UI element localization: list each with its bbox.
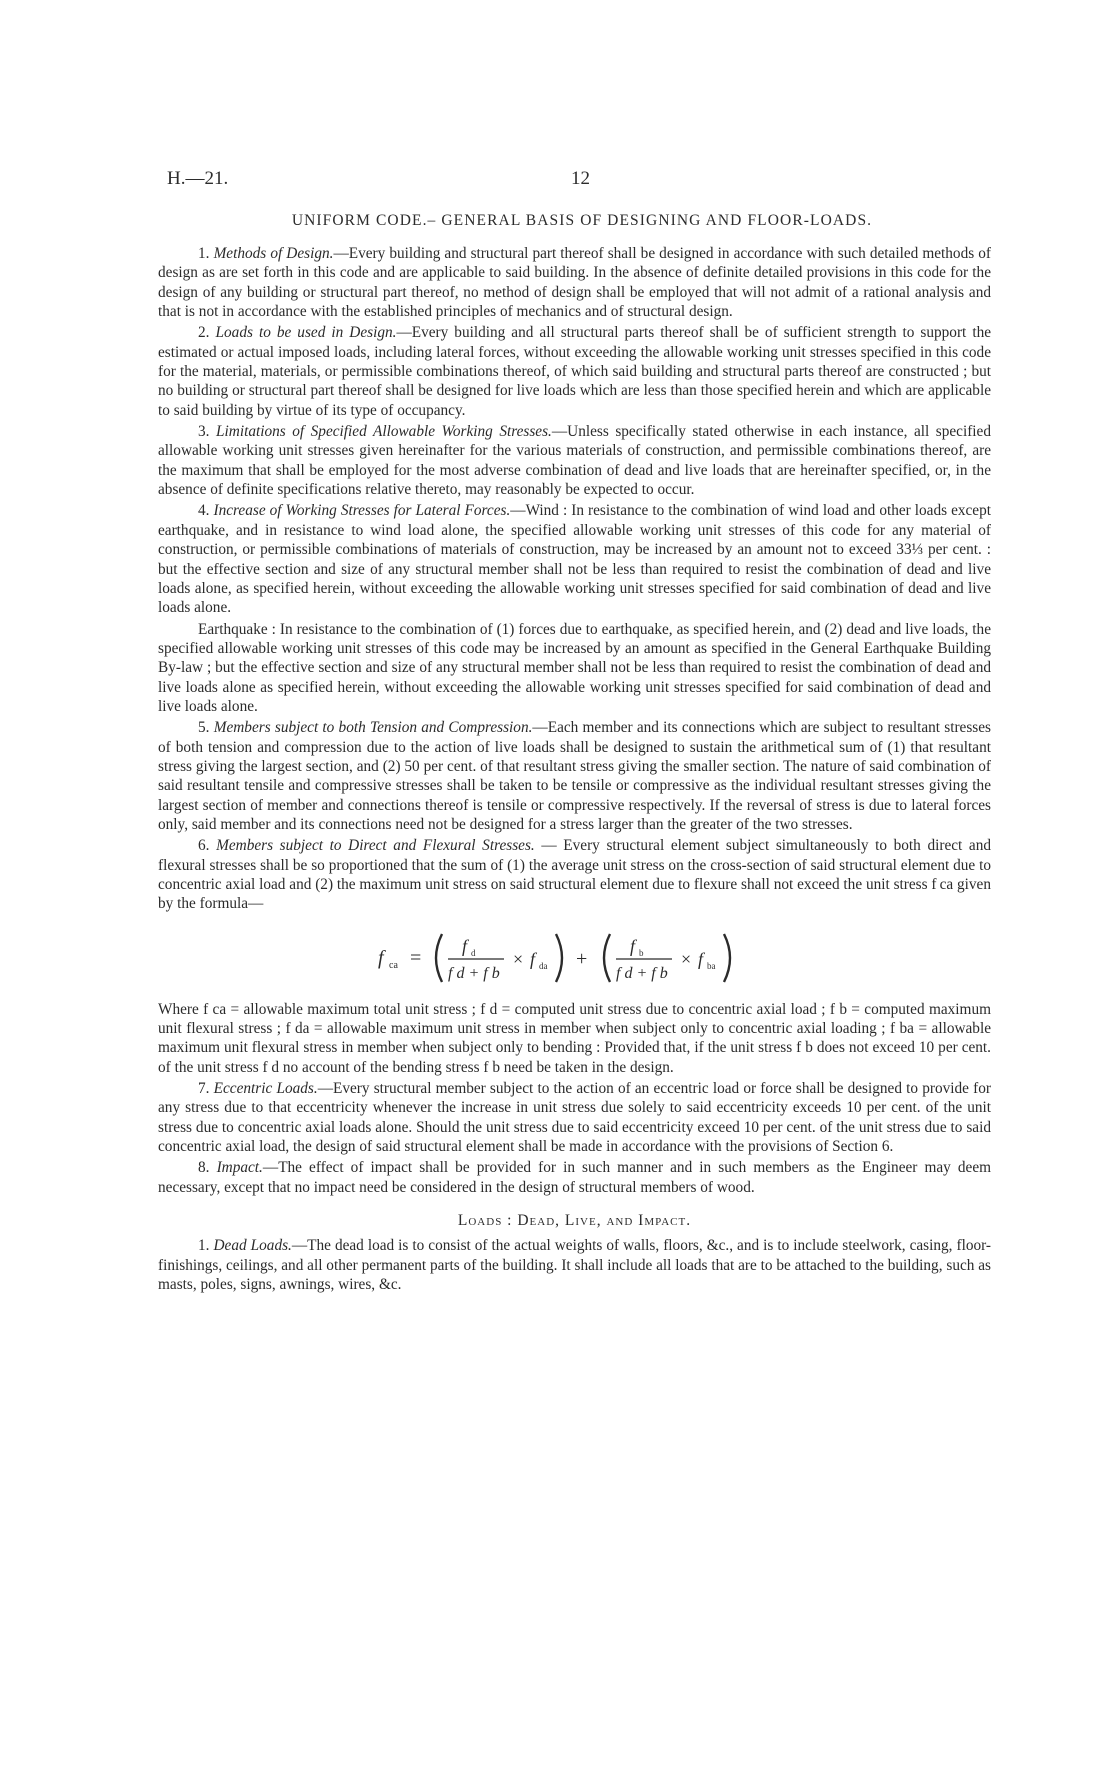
document-body (158, 244, 991, 1297)
section-text: —The effect of impact shall be provided for in such manner and in such members as the Engineer may deem necessary, except that no impact need be considered in the design of structural members of wood. (158, 1159, 992, 1196)
section-text: —Wind : In resistance to the combination of wind load and other loads except earthquake, and in resistance to wind load alone, the specified allowable working unit stresses of this code for any material of construction, or permissible combinations of materials of construction, may be increased by an amount not to exceed 33⅓ per cent. : but the effective section and size of any structural member shall not be less than required to resist the combination of dead and live loads alone, as specified herein, without exceeding the allowable working unit stresses specified for said combination of dead and live loads alone. (158, 502, 991, 617)
section-text: —Every building and structural part thereof shall be designed in accordance with such detailed methods of design as are set forth in this code and are applicable to said building. In the absence of definite detailed provisions in this code for the design of any building or structural part thereof, no method of design shall be employed that will not admit of a rational analysis and that is not in accordance with the established principles of mechanics and of structural design. (158, 245, 992, 321)
formula-t1-num-sub: d (471, 947, 476, 958)
section-heading: Dead Loads. (213, 1237, 292, 1255)
section-number: 5. (198, 719, 210, 737)
section-paragraph (158, 501, 991, 617)
formula-t2-den: f d + f b (616, 964, 668, 982)
formula-plus: + (576, 947, 588, 970)
formula-paren-left (604, 934, 610, 982)
page-header (167, 168, 997, 196)
formula-t1-den: f d + f b (448, 964, 500, 982)
section-number: 3. (198, 423, 210, 441)
section-text: Earthquake : In resistance to the combination of (1) forces due to earthquake, as specified herein, and (2) dead and live loads, the specified allowable working unit stresses of this code may be increased by an amount as specified in the General Earthquake Building By-law ; but the effective section and size of any structural member shall not be less than required to resist the combination of dead and live loads alone as specified herein, without exceeding the allowable working unit stresses specified for said combination of dead and live loads alone. (158, 620, 991, 715)
formula-t1-mul: f (530, 948, 536, 969)
formula-lhs: f (378, 946, 384, 969)
section-heading: Methods of Design. (213, 245, 334, 262)
formula-equals: = (410, 946, 422, 969)
section-paragraph (158, 836, 991, 913)
section-heading: Loads to be used in Design. (215, 324, 397, 342)
loads-subtitle: Loads : Dead, Live, and Impact. (457, 1212, 692, 1230)
section-paragraph (158, 244, 991, 321)
section-paragraph (158, 1158, 991, 1197)
stress-formula (158, 926, 991, 990)
section-heading: Members subject to both Tension and Compression. (213, 719, 533, 737)
section-heading: Eccentric Loads. (213, 1080, 318, 1098)
formula-graphic (378, 926, 798, 990)
section-number: 7. (198, 1080, 210, 1098)
section-text: — Every structural element subject simultaneously to both direct and flexural stresses shall be so proportioned that the sum of (1) the average unit stress on the cross-section of said structural element due to concentric axial load and (2) the maximum unit stress on said structural element due to flexure shall not exceed the unit stress f ca given by the formula— (158, 837, 991, 913)
section-number: 1. (198, 245, 210, 262)
section-paragraph (158, 620, 991, 717)
formula-definitions-text: Where f ca = allowable maximum total unit stress ; f d = computed unit stress due to concentric axial load ; f b = computed maximum unit flexural stress ; f da = allowable maximum unit stress in member when subject only to concentric axial loading ; f ba = allowable maximum unit flexural stress in member when subject only to bending : Provided that, if the unit stress f b does not exceed 10 per cent. of the unit stress f d no account of the bending stress f b need be taken in the design. (158, 1000, 991, 1076)
section-number: 8. (198, 1159, 210, 1177)
section-text: —Each member and its connections which are subject to resultant stresses of both tension and compression due to the action of live loads shall be designed to sustain the arithmetical sum of (1) that resultant stress giving the largest section, and (2) 50 per cent. of that resultant stress giving the smaller section. The nature of said combination of said resultant tensile and compressive stresses shall be taken to be tensile or compressive as the individual resultant stresses giving the largest section of member and connections thereof is tensile or compressive respectively. If the reversal of stress is due to lateral forces only, said member and its connections need not be designed for a stress larger than the greater of the two stresses. (158, 719, 991, 833)
section-text: —Every building and all structural parts thereof shall be of sufficient strength to support the estimated or actual imposed loads, including lateral forces, without exceeding the allowable working unit stresses specified in this code for the material, materials, or permissible combinations thereof, of which said building and structural parts thereof are constructed ; but no building or structural part thereof shall be designed for live loads which are less than those specified herein and which are applicable to said building by virtue of its type of occupancy. (158, 324, 992, 419)
formula-definitions (158, 1000, 991, 1077)
document-reference: H.—21. (167, 168, 229, 189)
section-paragraph (158, 1079, 991, 1156)
section-text: —The dead load is to consist of the actual weights of walls, floors, &c., and is to include steelwork, casing, floor-finishings, ceilings, and all other permanent parts of the building. It shall include all loads that are to be attached to the building, such as masts, poles, signs, awnings, wires, &c. (158, 1237, 992, 1294)
section-paragraph (158, 422, 991, 499)
section-paragraph (158, 1236, 991, 1294)
formula-t2-times: × (681, 948, 692, 969)
formula-t2-mul-sub: ba (707, 960, 716, 971)
section-paragraph (158, 323, 991, 420)
formula-t2-num: f (630, 935, 636, 956)
formula-t1-mul-sub: da (539, 960, 548, 971)
section-text: —Unless specifically stated otherwise in each instance, all specified allowable working unit stresses given hereinafter for the various materials of construction, and permissible combinations thereof, are the maximum that shall be employed for the most adverse combination of dead and live loads that are hereinafter specified, or, in the absence of definite specifications relative thereto, may reasonably be expected to occur. (158, 423, 991, 499)
section-heading: Limitations of Specified Allowable Working Stresses. (216, 423, 552, 441)
section-number: 1. (198, 1237, 210, 1255)
formula-paren-right (724, 934, 730, 982)
formula-paren-right (556, 934, 562, 982)
section-heading: Impact. (216, 1159, 263, 1177)
formula-t2-mul: f (698, 948, 704, 969)
page-number: 12 (571, 168, 590, 189)
formula-t2-num-sub: b (639, 947, 644, 958)
section-text: —Every structural member subject to the action of an eccentric load or force shall be designed to provide for any stress due to that eccentricity whenever the increase in unit stress due solely to said eccentricity exceeds 10 per cent. of the unit stress due to concentric axial loads alone. Should the unit stress due to said eccentricity exceed 10 per cent. of the unit stress due to said concentric axial load, the design of said structural element shall be made in accordance with the provisions of Section 6. (158, 1080, 991, 1156)
section-heading: Increase of Working Stresses for Lateral Forces. (213, 502, 511, 520)
formula-lhs-sub: ca (389, 959, 398, 971)
section-number: 6. (198, 837, 210, 855)
section-paragraph (158, 718, 991, 834)
formula-t1-num: f (462, 935, 468, 956)
section-number: 4. (198, 502, 210, 520)
section-number: 2. (198, 324, 210, 342)
section-heading: Members subject to Direct and Flexural Stresses. (216, 837, 535, 855)
page-title: UNIFORM CODE.– GENERAL BASIS OF DESIGNING AND FLOOR-LOADS. (291, 212, 873, 229)
formula-t1-times: × (513, 948, 524, 969)
formula-paren-left (436, 934, 442, 982)
